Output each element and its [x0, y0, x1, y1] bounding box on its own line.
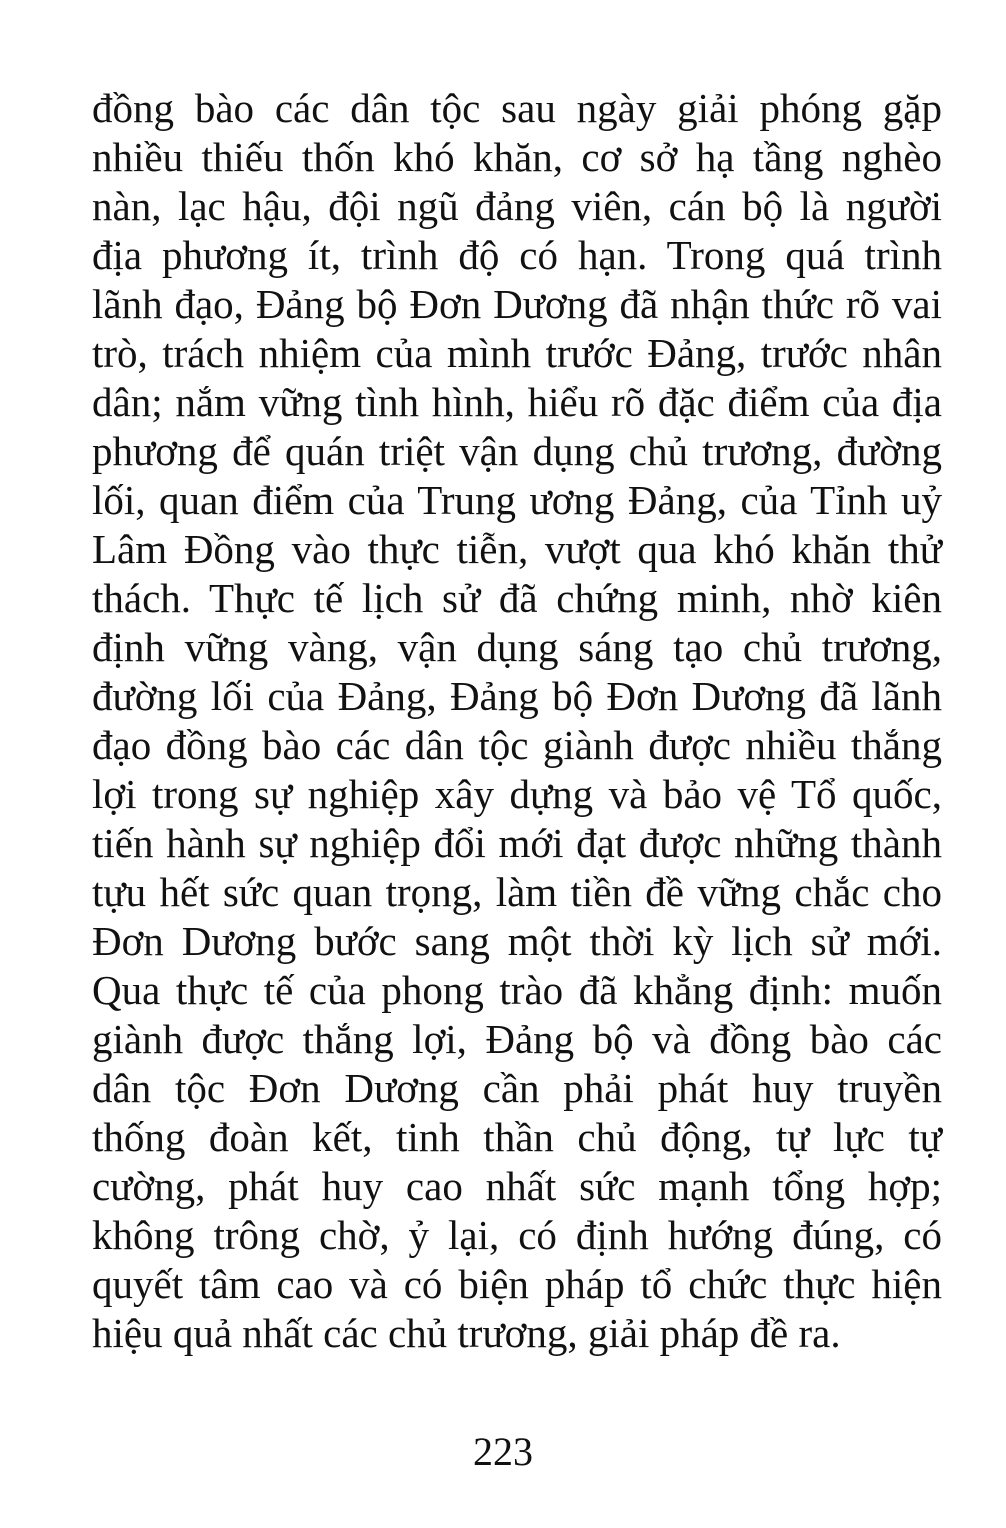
text-line: phương để quán triệt vận dụng chủ trương, đường: [92, 428, 942, 474]
text-line: trò, trách nhiệm của mình trước Đảng, trước nhân: [92, 330, 942, 376]
text-line: Đơn Dương bước sang một thời kỳ lịch sử mới.: [92, 918, 942, 964]
text-line: dân; nắm vững tình hình, hiểu rõ đặc điểm của địa: [92, 379, 942, 425]
page-number: 223: [473, 1429, 533, 1474]
text-line: nhiều thiếu thốn khó khăn, cơ sở hạ tầng nghèo: [92, 134, 942, 180]
text-line: cường, phát huy cao nhất sức mạnh tổng hợp;: [92, 1163, 942, 1209]
text-line: thách. Thực tế lịch sử đã chứng minh, nhờ kiên: [92, 575, 942, 621]
text-line: dân tộc Đơn Dương cần phải phát huy truyền: [92, 1065, 942, 1111]
text-line: lợi trong sự nghiệp xây dựng và bảo vệ Tổ quốc,: [92, 771, 942, 817]
text-line: giành được thắng lợi, Đảng bộ và đồng bào các: [92, 1016, 942, 1062]
text-line: nàn, lạc hậu, đội ngũ đảng viên, cán bộ là người: [92, 183, 942, 229]
text-line: thống đoàn kết, tinh thần chủ động, tự lực tự: [92, 1114, 942, 1160]
text-line: đạo đồng bào các dân tộc giành được nhiều thắng: [92, 722, 942, 768]
text-line: định vững vàng, vận dụng sáng tạo chủ trương,: [92, 624, 942, 670]
text-line: quyết tâm cao và có biện pháp tổ chức thực hiện: [92, 1261, 942, 1307]
text-line: tiến hành sự nghiệp đổi mới đạt được những thành: [92, 820, 942, 866]
text-line: tựu hết sức quan trọng, làm tiền đề vững chắc cho: [92, 869, 942, 915]
text-line: lãnh đạo, Đảng bộ Đơn Dương đã nhận thức rõ vai: [92, 281, 942, 327]
text-line: không trông chờ, ỷ lại, có định hướng đúng, có: [92, 1212, 942, 1258]
text-line: Lâm Đồng vào thực tiễn, vượt qua khó khăn thử: [92, 526, 942, 572]
text-line: đồng bào các dân tộc sau ngày giải phóng gặp: [92, 85, 942, 131]
text-line: lối, quan điểm của Trung ương Đảng, của Tỉnh uỷ: [92, 477, 942, 523]
text-line: địa phương ít, trình độ có hạn. Trong quá trình: [92, 232, 942, 278]
text-line: Qua thực tế của phong trào đã khẳng định: muốn: [92, 967, 942, 1013]
body-text: [92, 84, 942, 1358]
text-line: đường lối của Đảng, Đảng bộ Đơn Dương đã lãnh: [92, 673, 942, 719]
text-line: hiệu quả nhất các chủ trương, giải pháp đề ra.: [92, 1310, 841, 1356]
